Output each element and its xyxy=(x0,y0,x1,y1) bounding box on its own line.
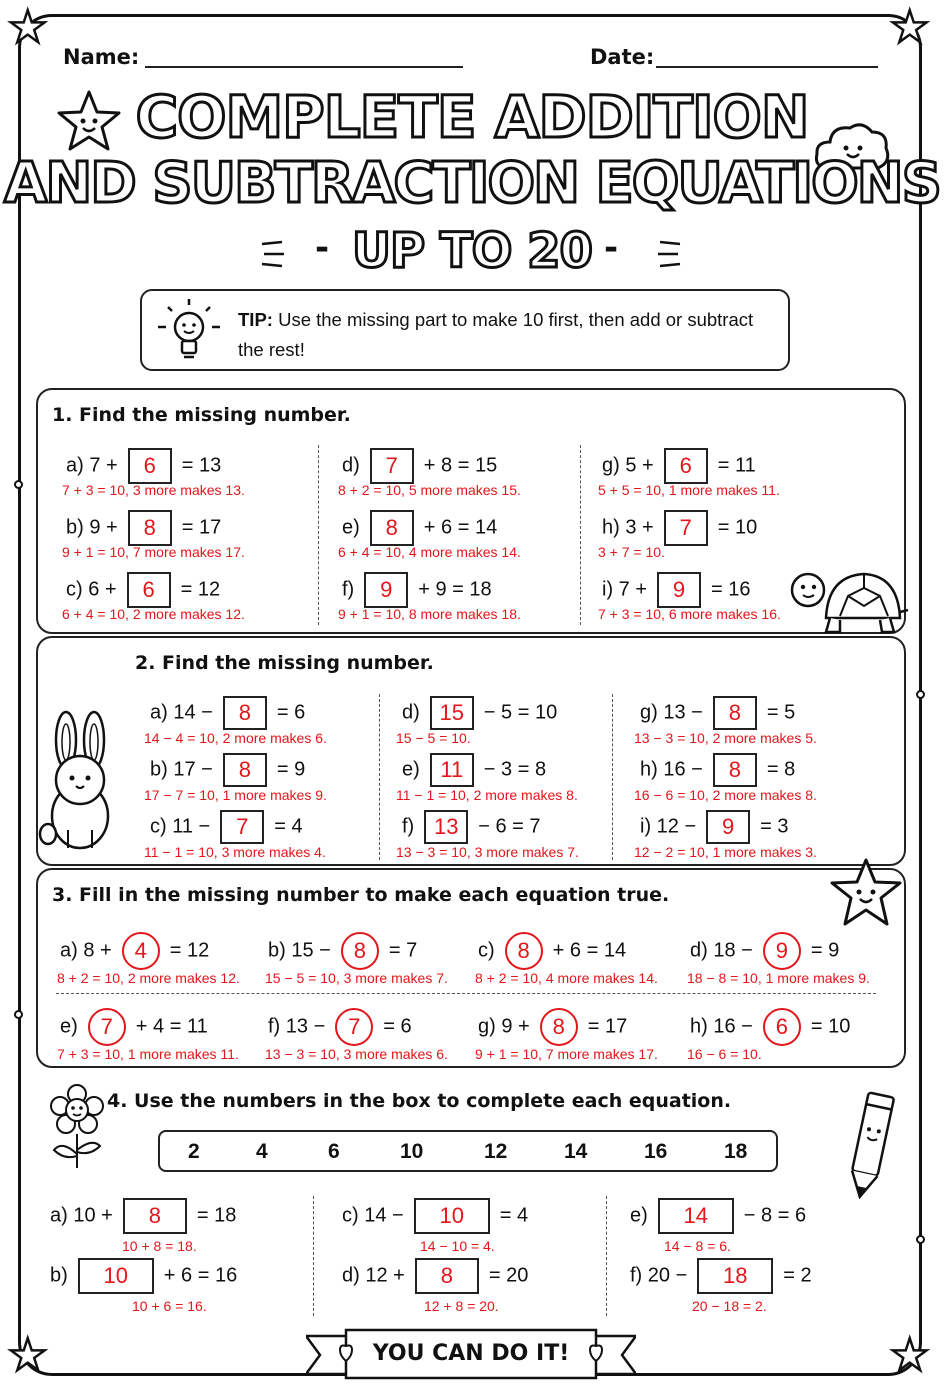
equation xyxy=(66,510,221,546)
equation xyxy=(342,510,497,546)
hint-text: 8 + 2 = 10, 4 more makes 14. xyxy=(475,970,658,986)
equation-prefix: e) xyxy=(342,516,360,539)
answer-box[interactable]: 9 xyxy=(364,572,408,608)
equation-suffix: = 17 xyxy=(181,516,222,539)
hint-text: 14 − 8 = 6. xyxy=(664,1238,731,1254)
equation-suffix: = 2 xyxy=(783,1264,812,1287)
date-label: Date: xyxy=(590,45,655,69)
title-line-1: COMPLETE ADDITION xyxy=(135,83,809,151)
equation-prefix: d) 18 − xyxy=(690,939,753,962)
equation-suffix: + 6 = 16 xyxy=(163,1264,238,1287)
equation-suffix: = 12 xyxy=(180,578,221,601)
column-divider xyxy=(580,445,581,625)
equation-suffix: = 6 xyxy=(276,701,306,724)
equation-suffix: = 4 xyxy=(499,1204,529,1227)
equation xyxy=(640,696,795,730)
equation-prefix: b) 15 − xyxy=(268,939,331,962)
equation xyxy=(342,1258,528,1294)
column-divider xyxy=(313,1196,314,1316)
border-dot xyxy=(916,1235,925,1244)
hint-text: 20 − 18 = 2. xyxy=(692,1298,767,1314)
answer-box[interactable]: 8 xyxy=(370,510,414,546)
equation xyxy=(66,448,221,484)
equation-prefix: e) xyxy=(630,1204,648,1227)
equation-suffix: − 3 = 8 xyxy=(483,758,547,781)
section-1-title: 1. Find the missing number. xyxy=(52,404,351,426)
equation xyxy=(640,753,795,787)
answer-box[interactable]: 13 xyxy=(424,810,468,844)
equation-suffix: − 5 = 10 xyxy=(483,701,558,724)
tip-text xyxy=(238,305,768,365)
equation-prefix: a) 10 + xyxy=(50,1204,113,1227)
lightbulb-icon xyxy=(154,297,224,365)
answer-box[interactable]: 14 xyxy=(658,1198,734,1234)
section-4-title: 4. Use the numbers in the box to complete each equation. xyxy=(107,1090,732,1112)
equation-prefix: e) xyxy=(60,1015,78,1038)
answer-box[interactable]: 9 xyxy=(706,810,750,844)
equation-suffix: = 8 xyxy=(766,758,796,781)
hint-text: 16 − 6 = 10. xyxy=(687,1046,762,1062)
equation-suffix: + 6 = 14 xyxy=(423,516,498,539)
equation xyxy=(268,932,417,970)
star-icon: ★ xyxy=(8,2,48,53)
star-icon: ★ xyxy=(890,1330,930,1381)
equation-prefix: c) 6 + xyxy=(66,578,117,601)
equation-suffix: = 3 xyxy=(760,815,789,838)
answer-box[interactable]: 15 xyxy=(430,696,474,730)
equation xyxy=(478,1008,627,1046)
hint-text: 12 + 8 = 20. xyxy=(424,1298,499,1314)
equation-prefix: c) 14 − xyxy=(342,1204,404,1227)
answer-box[interactable]: 11 xyxy=(430,753,474,787)
equation xyxy=(690,1008,850,1046)
hint-text: 11 − 1 = 10, 2 more makes 8. xyxy=(396,787,578,803)
equation xyxy=(268,1008,412,1046)
row-divider xyxy=(56,993,876,994)
answer-box[interactable]: 6 xyxy=(664,448,708,484)
hint-text: 7 + 3 = 10, 3 more makes 13. xyxy=(62,482,245,498)
equation-prefix: i) 7 + xyxy=(602,578,648,601)
answer-box[interactable]: 8 xyxy=(128,510,172,546)
equation-suffix: = 17 xyxy=(587,1015,628,1038)
equation-suffix: = 18 xyxy=(196,1204,237,1227)
hint-text: 9 + 1 = 10, 7 more makes 17. xyxy=(62,544,245,560)
hint-text: 18 − 8 = 10, 1 more makes 9. xyxy=(687,970,870,986)
equation xyxy=(640,810,789,844)
equation-suffix: = 10 xyxy=(717,516,758,539)
equation-suffix: = 20 xyxy=(488,1264,529,1287)
equation-suffix: = 13 xyxy=(181,454,222,477)
border-dot xyxy=(916,690,925,699)
equation-suffix: = 9 xyxy=(810,939,840,962)
title-dash: - xyxy=(315,228,330,268)
section-3-title: 3. Fill in the missing number to make each equation true. xyxy=(52,884,670,906)
equation-suffix: = 10 xyxy=(810,1015,851,1038)
tip-body: Use the missing part to make 10 first, then add or subtract the rest! xyxy=(238,309,754,360)
hint-text: 9 + 1 = 10, 7 more makes 17. xyxy=(475,1046,658,1062)
name-line[interactable] xyxy=(145,66,463,68)
answer-box[interactable]: 9 xyxy=(657,572,701,608)
hint-text: 14 − 4 = 10, 2 more makes 6. xyxy=(144,730,327,746)
answer-box[interactable]: 6 xyxy=(128,448,172,484)
equation-prefix: b) xyxy=(50,1264,68,1287)
turtle-icon xyxy=(786,562,910,638)
number-bank-item[interactable]: 10 xyxy=(400,1140,424,1163)
column-divider xyxy=(318,445,319,625)
section-2-title: 2. Find the missing number. xyxy=(135,652,434,674)
hint-text: 3 + 7 = 10. xyxy=(598,544,665,560)
equation-suffix: = 7 xyxy=(388,939,418,962)
equation xyxy=(150,810,303,844)
equation xyxy=(602,448,756,484)
equation-suffix: = 6 xyxy=(383,1015,412,1038)
star-icon: ★ xyxy=(8,1330,48,1381)
column-divider xyxy=(379,694,380,860)
title-line-2: AND SUBTRACTION EQUATIONS xyxy=(4,151,940,216)
bunny-icon xyxy=(38,710,124,854)
answer-box[interactable]: 8 xyxy=(123,1198,187,1234)
number-bank-item[interactable]: 12 xyxy=(484,1140,508,1163)
hint-text: 6 + 4 = 10, 4 more makes 14. xyxy=(338,544,521,560)
equation xyxy=(50,1198,236,1234)
sparkle-lines-icon xyxy=(654,238,684,270)
encouragement-text: YOU CAN DO IT! xyxy=(372,1341,570,1366)
hint-text: 8 + 2 = 10, 2 more makes 12. xyxy=(57,970,240,986)
equation xyxy=(630,1258,812,1294)
answer-box[interactable]: 8 xyxy=(415,1258,479,1294)
equation-prefix: c) xyxy=(478,939,495,962)
column-divider xyxy=(612,694,613,860)
equation xyxy=(690,932,839,970)
number-bank-item[interactable]: 4 xyxy=(256,1140,268,1163)
equation-prefix: d) xyxy=(402,701,420,724)
equation-prefix: h) 3 + xyxy=(602,516,654,539)
equation-prefix: g) 13 − xyxy=(640,701,703,724)
equation-prefix: g) 5 + xyxy=(602,454,654,477)
tip-label: TIP: xyxy=(238,309,273,330)
equation-suffix: = 5 xyxy=(766,701,796,724)
equation-suffix: + 8 = 15 xyxy=(423,454,498,477)
border-dot xyxy=(14,1010,23,1019)
equation xyxy=(602,572,751,608)
equation-prefix: h) 16 − xyxy=(690,1015,753,1038)
pencil-icon xyxy=(846,1086,896,1202)
hint-text: 15 − 5 = 10, 3 more makes 7. xyxy=(265,970,448,986)
number-bank-item[interactable]: 6 xyxy=(328,1140,340,1163)
hint-text: 7 + 3 = 10, 6 more makes 16. xyxy=(598,606,781,622)
hint-text: 14 − 10 = 4. xyxy=(420,1238,495,1254)
column-divider xyxy=(606,1196,607,1316)
hint-text: 15 − 5 = 10. xyxy=(396,730,471,746)
hint-text: 11 − 1 = 10, 3 more makes 4. xyxy=(144,844,326,860)
hint-text: 7 + 3 = 10, 1 more makes 11. xyxy=(57,1046,239,1062)
title-line-3: UP TO 20 xyxy=(352,223,592,279)
answer-box[interactable]: 8 xyxy=(223,696,267,730)
answer-box[interactable]: 18 xyxy=(697,1258,773,1294)
answer-circle[interactable]: 4 xyxy=(122,932,160,970)
equation-prefix: f) xyxy=(342,578,355,601)
equation-prefix: g) 9 + xyxy=(478,1015,530,1038)
answer-box[interactable]: 7 xyxy=(664,510,708,546)
equation xyxy=(478,932,626,970)
hint-text: 13 − 3 = 10, 2 more makes 5. xyxy=(634,730,817,746)
equation xyxy=(342,448,497,484)
hint-text: 10 + 6 = 16. xyxy=(132,1298,207,1314)
sparkle-lines-icon xyxy=(258,238,288,270)
hint-text: 8 + 2 = 10, 5 more makes 15. xyxy=(338,482,521,498)
border-dot xyxy=(14,480,23,489)
equation-suffix: − 6 = 7 xyxy=(478,815,541,838)
equation-prefix: a) 8 + xyxy=(60,939,112,962)
equation-suffix: = 9 xyxy=(276,758,306,781)
equation-prefix: f) 20 − xyxy=(630,1264,688,1287)
answer-box[interactable]: 8 xyxy=(223,753,267,787)
equation-suffix: = 16 xyxy=(711,578,751,601)
equation xyxy=(150,753,305,787)
equation-prefix: b) 17 − xyxy=(150,758,213,781)
hint-text: 16 − 6 = 10, 2 more makes 8. xyxy=(634,787,817,803)
date-line[interactable] xyxy=(656,66,878,68)
equation-suffix: + 9 = 18 xyxy=(418,578,492,601)
title-dash: - xyxy=(604,228,619,268)
equation xyxy=(150,696,305,730)
answer-circle[interactable]: 7 xyxy=(88,1008,126,1046)
answer-circle[interactable]: 6 xyxy=(763,1008,801,1046)
number-bank-item[interactable]: 14 xyxy=(564,1140,588,1163)
equation-prefix: a) 14 − xyxy=(150,701,213,724)
equation-suffix: = 12 xyxy=(169,939,210,962)
answer-box[interactable]: 7 xyxy=(370,448,414,484)
answer-box[interactable]: 8 xyxy=(713,696,757,730)
equation-prefix: i) 12 − xyxy=(640,815,697,838)
hint-text: 17 − 7 = 10, 1 more makes 9. xyxy=(144,787,327,803)
equation-suffix: + 4 = 11 xyxy=(135,1015,208,1038)
answer-box[interactable]: 7 xyxy=(220,810,264,844)
number-bank-item[interactable]: 2 xyxy=(188,1140,200,1163)
equation-prefix: h) 16 − xyxy=(640,758,703,781)
equation xyxy=(50,1258,237,1294)
equation-prefix: f) 13 − xyxy=(268,1015,326,1038)
equation xyxy=(402,696,557,730)
equation xyxy=(60,1008,208,1046)
answer-circle[interactable]: 8 xyxy=(505,932,543,970)
star-icon xyxy=(826,856,906,930)
answer-box[interactable]: 8 xyxy=(713,753,757,787)
hint-text: 13 − 3 = 10, 3 more makes 7. xyxy=(396,844,579,860)
hint-text: 5 + 5 = 10, 1 more makes 11. xyxy=(598,482,780,498)
answer-circle[interactable]: 9 xyxy=(763,932,801,970)
hint-text: 9 + 1 = 10, 8 more makes 18. xyxy=(338,606,521,622)
equation-suffix: = 4 xyxy=(274,815,303,838)
answer-circle[interactable]: 8 xyxy=(540,1008,578,1046)
answer-circle[interactable]: 7 xyxy=(335,1008,373,1046)
hint-text: 12 − 2 = 10, 1 more makes 3. xyxy=(634,844,817,860)
equation xyxy=(602,510,757,546)
answer-box[interactable]: 6 xyxy=(127,572,171,608)
equation-suffix: = 11 xyxy=(717,454,756,477)
equation-prefix: d) 12 + xyxy=(342,1264,405,1287)
number-bank-item[interactable]: 16 xyxy=(644,1140,668,1163)
equation-prefix: d) xyxy=(342,454,360,477)
hint-text: 6 + 4 = 10, 2 more makes 12. xyxy=(62,606,245,622)
number-bank xyxy=(158,1130,778,1172)
flower-icon xyxy=(44,1084,110,1170)
number-bank-item[interactable]: 18 xyxy=(724,1140,748,1163)
equation xyxy=(66,572,220,608)
equation xyxy=(402,753,546,787)
equation xyxy=(60,932,209,970)
tip-box xyxy=(140,289,790,371)
equation xyxy=(402,810,541,844)
equation xyxy=(342,572,492,608)
equation-prefix: e) xyxy=(402,758,420,781)
equation-prefix: c) 11 − xyxy=(150,815,211,838)
answer-box[interactable]: 10 xyxy=(414,1198,490,1234)
equation xyxy=(630,1198,806,1234)
star-icon: ★ xyxy=(890,2,930,53)
equation-prefix: f) xyxy=(402,815,415,838)
equation xyxy=(342,1198,528,1234)
name-label: Name: xyxy=(63,45,140,69)
equation-prefix: a) 7 + xyxy=(66,454,118,477)
equation-prefix: b) 9 + xyxy=(66,516,118,539)
hint-text: 10 + 8 = 18. xyxy=(122,1238,197,1254)
encouragement-banner xyxy=(306,1328,636,1380)
equation-suffix: + 6 = 14 xyxy=(552,939,627,962)
answer-circle[interactable]: 8 xyxy=(341,932,379,970)
hint-text: 13 − 3 = 10, 3 more makes 6. xyxy=(265,1046,448,1062)
answer-box[interactable]: 10 xyxy=(78,1258,154,1294)
equation-suffix: − 8 = 6 xyxy=(743,1204,807,1227)
